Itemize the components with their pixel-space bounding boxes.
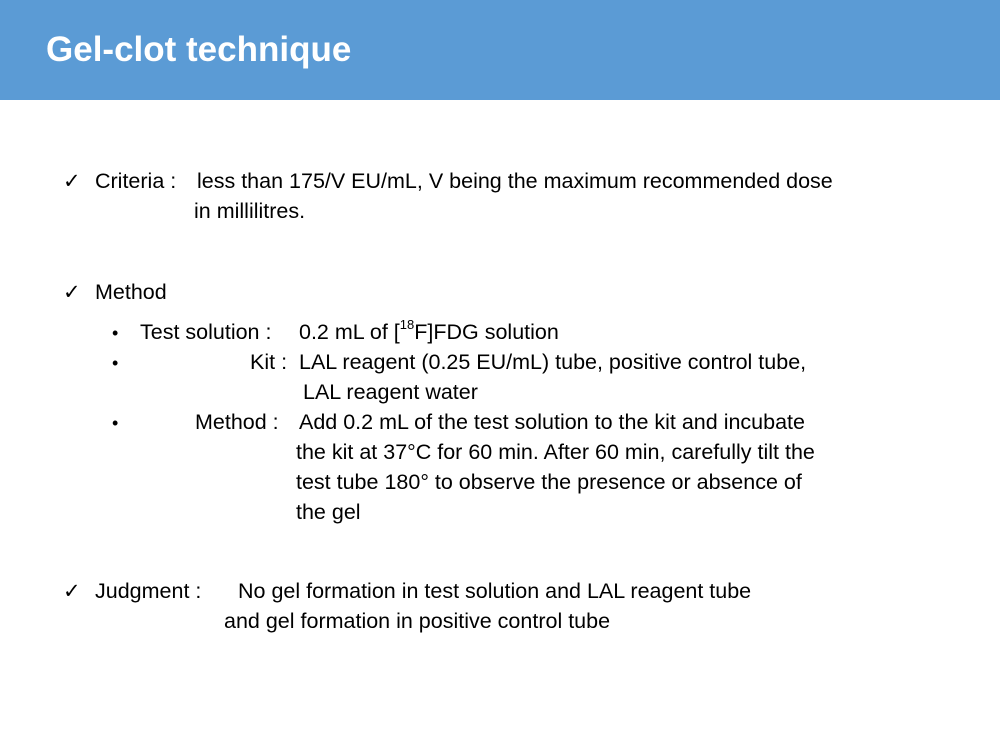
bullet-icon: •	[112, 353, 119, 373]
bullet-icon: •	[112, 413, 119, 433]
isotope-superscript: 18	[399, 316, 415, 332]
test-solution-text-end: F]FDG solution	[414, 320, 559, 344]
judgment-text-line-1: No gel formation in test solution and LAL reagent tube	[238, 579, 752, 603]
kit-text-line-2: LAL reagent water	[303, 380, 478, 404]
criteria-text-line-1: less than 175/V EU/mL, V being the maximum recommended dose	[197, 169, 833, 193]
kit-label: Kit :	[250, 350, 288, 374]
slide-title: Gel-clot technique	[46, 30, 352, 69]
bullet-icon: •	[112, 323, 119, 343]
checkmark-icon: ✓	[63, 280, 81, 304]
criteria-text-line-2: in millilitres.	[194, 199, 306, 223]
method-step-text-line-1: Add 0.2 mL of the test solution to the kit and incubate	[299, 410, 805, 434]
method-step-text-line-3: test tube 180° to observe the presence or absence of	[296, 470, 802, 494]
test-solution-label: Test solution :	[140, 320, 272, 344]
method-step-text-line-4: the gel	[296, 500, 361, 524]
judgment-label: Judgment :	[95, 579, 202, 603]
kit-text-line-1: LAL reagent (0.25 EU/mL) tube, positive control tube,	[299, 350, 807, 374]
title-bar	[0, 0, 1000, 100]
checkmark-icon: ✓	[63, 169, 81, 193]
method-step-label: Method :	[195, 410, 279, 434]
test-solution-text-start: 0.2 mL of [	[299, 320, 400, 344]
method-label: Method	[95, 280, 167, 304]
criteria-label: Criteria :	[95, 169, 177, 193]
method-step-text-line-2: the kit at 37°C for 60 min. After 60 min, carefully tilt the	[296, 440, 815, 464]
test-solution-text	[299, 317, 559, 347]
judgment-text-line-2: and gel formation in positive control tube	[224, 609, 611, 633]
checkmark-icon: ✓	[63, 579, 81, 603]
